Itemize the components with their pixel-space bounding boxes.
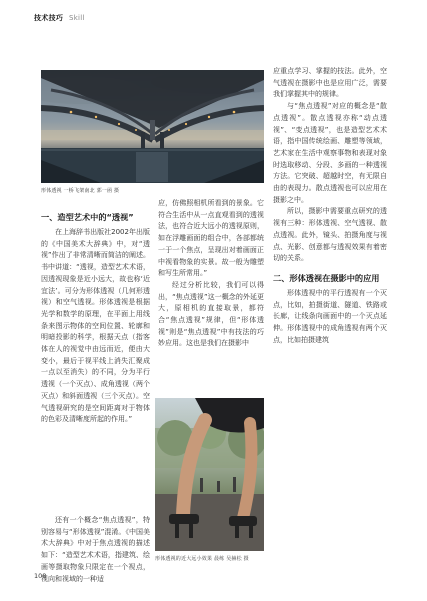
header-title: 技术技巧 bbox=[34, 14, 64, 22]
paragraph: 还有一个概念“焦点透视”，特别容易与“形体透视”混淆。《中国美术大辞典》中对于焦点透视的描述如下：“造型艺术术语，指建筑、绘画等摄取物象只限定在一个视点，视向和视域的一种适 bbox=[41, 516, 150, 583]
section-heading-2 bbox=[273, 273, 387, 284]
page-header bbox=[34, 13, 85, 23]
paragraph: 应重点学习、掌握的技法。此外，空气透视在摄影中也是应用广泛，需要我们掌握其中的规律。 bbox=[273, 67, 387, 99]
figure-caption-2: 形体透视的近大远小效果 晨练 吴赫松 摄 bbox=[155, 556, 249, 562]
paragraph: 形体透视中的平行透视有一个灭点，比如，拍摄街道、隧道、铁路或长廊，让线条向画面中的一个灭点延伸。形体透视中的成角透视有两个灭点，比如拍摄建筑 bbox=[273, 288, 387, 344]
figure-caption-1: 形体透视 一桥飞架南北 郭一函 摄 bbox=[41, 188, 120, 194]
paragraph: 所以，摄影中需要重点研究的透视有三种：形体透视、空气透视、散点透视。此外，镜头、拍摄角度与视点、光影、创意都与透视效果有着密切的关系。 bbox=[273, 207, 387, 263]
paragraph: 经过分析比较，我们可以得出，“焦点透视”这一概念的外延更大，原相机的直接取景，都符合“焦点透视”规律，但“形体透视”则是“焦点透视”中有技法的巧妙应用。这也是我们在摄影中 bbox=[158, 280, 264, 348]
exercise-illustration bbox=[155, 398, 264, 551]
text-column-left bbox=[41, 210, 150, 601]
page-number: 108 bbox=[34, 572, 47, 580]
paragraph: 应，仿佛照相机所看到的景象。它符合生活中从一点直观看到的透视法，也符合近大远小的透视原则，如在浮雕画面的组合中，各部都统一于一个焦点，呈现出对着画面正中视看物象的实景。故一般为雕塑和写生所常用。” bbox=[158, 199, 264, 278]
section-heading-1-text: 一、造型艺术中的“透视” bbox=[41, 212, 134, 222]
exercise-photo bbox=[155, 398, 264, 551]
header-subtitle: Skill bbox=[68, 14, 85, 22]
paragraph: 与“焦点透视”对应的概念是“散点透视”。散点透视亦称“动点透视”、“变点透视”，也是造型艺术术语，指中国传统绘画、雕塑等领域，艺术家在生活中观察事物和表现对象时选取移动、分段、多画的一种透视方法。它突破、超越时空，有无限自由的表现力。散点透视也可以应用在摄影之中。 bbox=[273, 102, 387, 204]
paragraph: 在上海辞书出版社2002年出版的《中国美术大辞典》中，对“透视”作出了非常清晰而简洁的阐述。书中讲道：“透视，造型艺术术语，因透视现象是近小远大，故也称‘近宜法’。可分为形体透视（几何形透视）和空气透视。形体透视是根据光学和数学的原理，在平面上用线条来图示物体的空间位置、轮廓和明暗投影的科学，根据天点（指客体在人的视觉中由远而近，便由大变小，最后于视平线上消失汇聚成一点以至消失）的不同，分为平行透视（一个灭点）、成角透视（两个灭点）和斜面透视（三个灭点）。空气透视研究的是空间距离对于物体的色彩及清晰度所起的作用。” bbox=[41, 228, 150, 424]
text-column-right bbox=[273, 66, 387, 346]
text-column-middle bbox=[158, 198, 264, 350]
section-heading-1 bbox=[41, 212, 150, 223]
bridge-photo bbox=[41, 70, 264, 183]
bridge-illustration bbox=[41, 70, 264, 183]
section-heading-2-text: 二、形体透视在摄影中的应用 bbox=[273, 272, 380, 283]
